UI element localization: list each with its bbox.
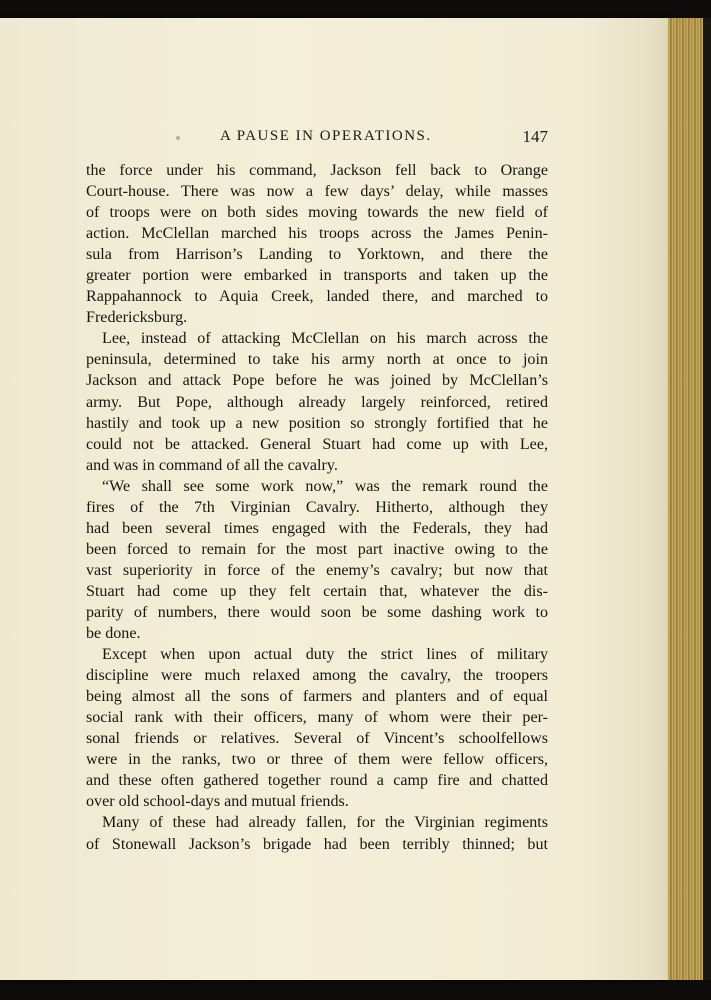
text-line: Lee, instead of attacking McClellan on his march across the bbox=[102, 330, 548, 348]
text-line: fires of the 7th Virginian Cavalry. Hitherto, although they bbox=[86, 498, 548, 516]
text-line: discipline were much relaxed among the cavalry, the troopers bbox=[86, 667, 548, 685]
text-line: of Stonewall Jackson’s brigade had been terribly thinned; but bbox=[86, 835, 548, 853]
text-line: peninsula, determined to take his army north at once to join bbox=[86, 351, 548, 369]
text-line: the force under his command, Jackson fell back to Orange bbox=[86, 162, 548, 179]
running-head: A PAUSE IN OPERATIONS. bbox=[220, 128, 432, 144]
text-line: Except when upon actual duty the strict lines of military bbox=[102, 646, 548, 664]
text-line: hastily and took up a new position so strongly fortified that he bbox=[86, 414, 548, 432]
text-line: greater portion were embarked in transports and taken up the bbox=[86, 267, 548, 285]
text-line: Jackson and attack Pope before he was joined by McClellan’s bbox=[86, 372, 548, 390]
text-line: had been several times engaged with the Federals, they had bbox=[86, 519, 548, 537]
text-line: be done. bbox=[86, 625, 141, 643]
body-text bbox=[86, 160, 548, 855]
text-line: Many of these had already fallen, for the Virginian regiments bbox=[102, 814, 548, 832]
text-line: action. McClellan marched his troops across the James Penin- bbox=[86, 225, 548, 243]
text-line: of troops were on both sides moving towards the new field of bbox=[86, 204, 548, 222]
text-line: parity of numbers, there would soon be some dashing work to bbox=[86, 603, 548, 621]
text-line: being almost all the sons of farmers and planters and of equal bbox=[86, 688, 548, 706]
page-header bbox=[86, 128, 548, 148]
text-line: been forced to remain for the most part inactive owing to the bbox=[86, 540, 548, 558]
text-line: over old school-days and mutual friends. bbox=[86, 793, 349, 811]
text-line: “We shall see some work now,” was the remark round the bbox=[102, 477, 548, 495]
text-line: Court-house. There was now a few days’ delay, while masses bbox=[86, 183, 548, 201]
text-line: sula from Harrison’s Landing to Yorktown, and there the bbox=[86, 246, 548, 264]
text-line: social rank with their officers, many of whom were their per- bbox=[86, 709, 548, 727]
text-line: vast superiority in force of the enemy’s cavalry; but now that bbox=[86, 561, 548, 579]
text-line: army. But Pope, although already largely reinforced, retired bbox=[86, 393, 548, 411]
text-line: could not be attacked. General Stuart had come up with Lee, bbox=[86, 435, 548, 453]
page-number: 147 bbox=[522, 127, 548, 146]
text-line: sonal friends or relatives. Several of Vincent’s schoolfellows bbox=[86, 730, 548, 748]
text-line: Fredericksburg. bbox=[86, 309, 188, 327]
text-line: Stuart had come up they felt certain that, whatever the dis- bbox=[86, 582, 548, 600]
page-edges bbox=[668, 18, 711, 980]
text-line: and these often gathered together round a camp fire and chatted bbox=[86, 772, 548, 790]
text-line: Rappahannock to Aquia Creek, landed there, and marched to bbox=[86, 288, 548, 306]
text-line: and was in command of all the cavalry. bbox=[86, 456, 338, 474]
text-line: were in the ranks, two or three of them were fellow officers, bbox=[86, 751, 548, 769]
ink-spot bbox=[176, 136, 180, 140]
